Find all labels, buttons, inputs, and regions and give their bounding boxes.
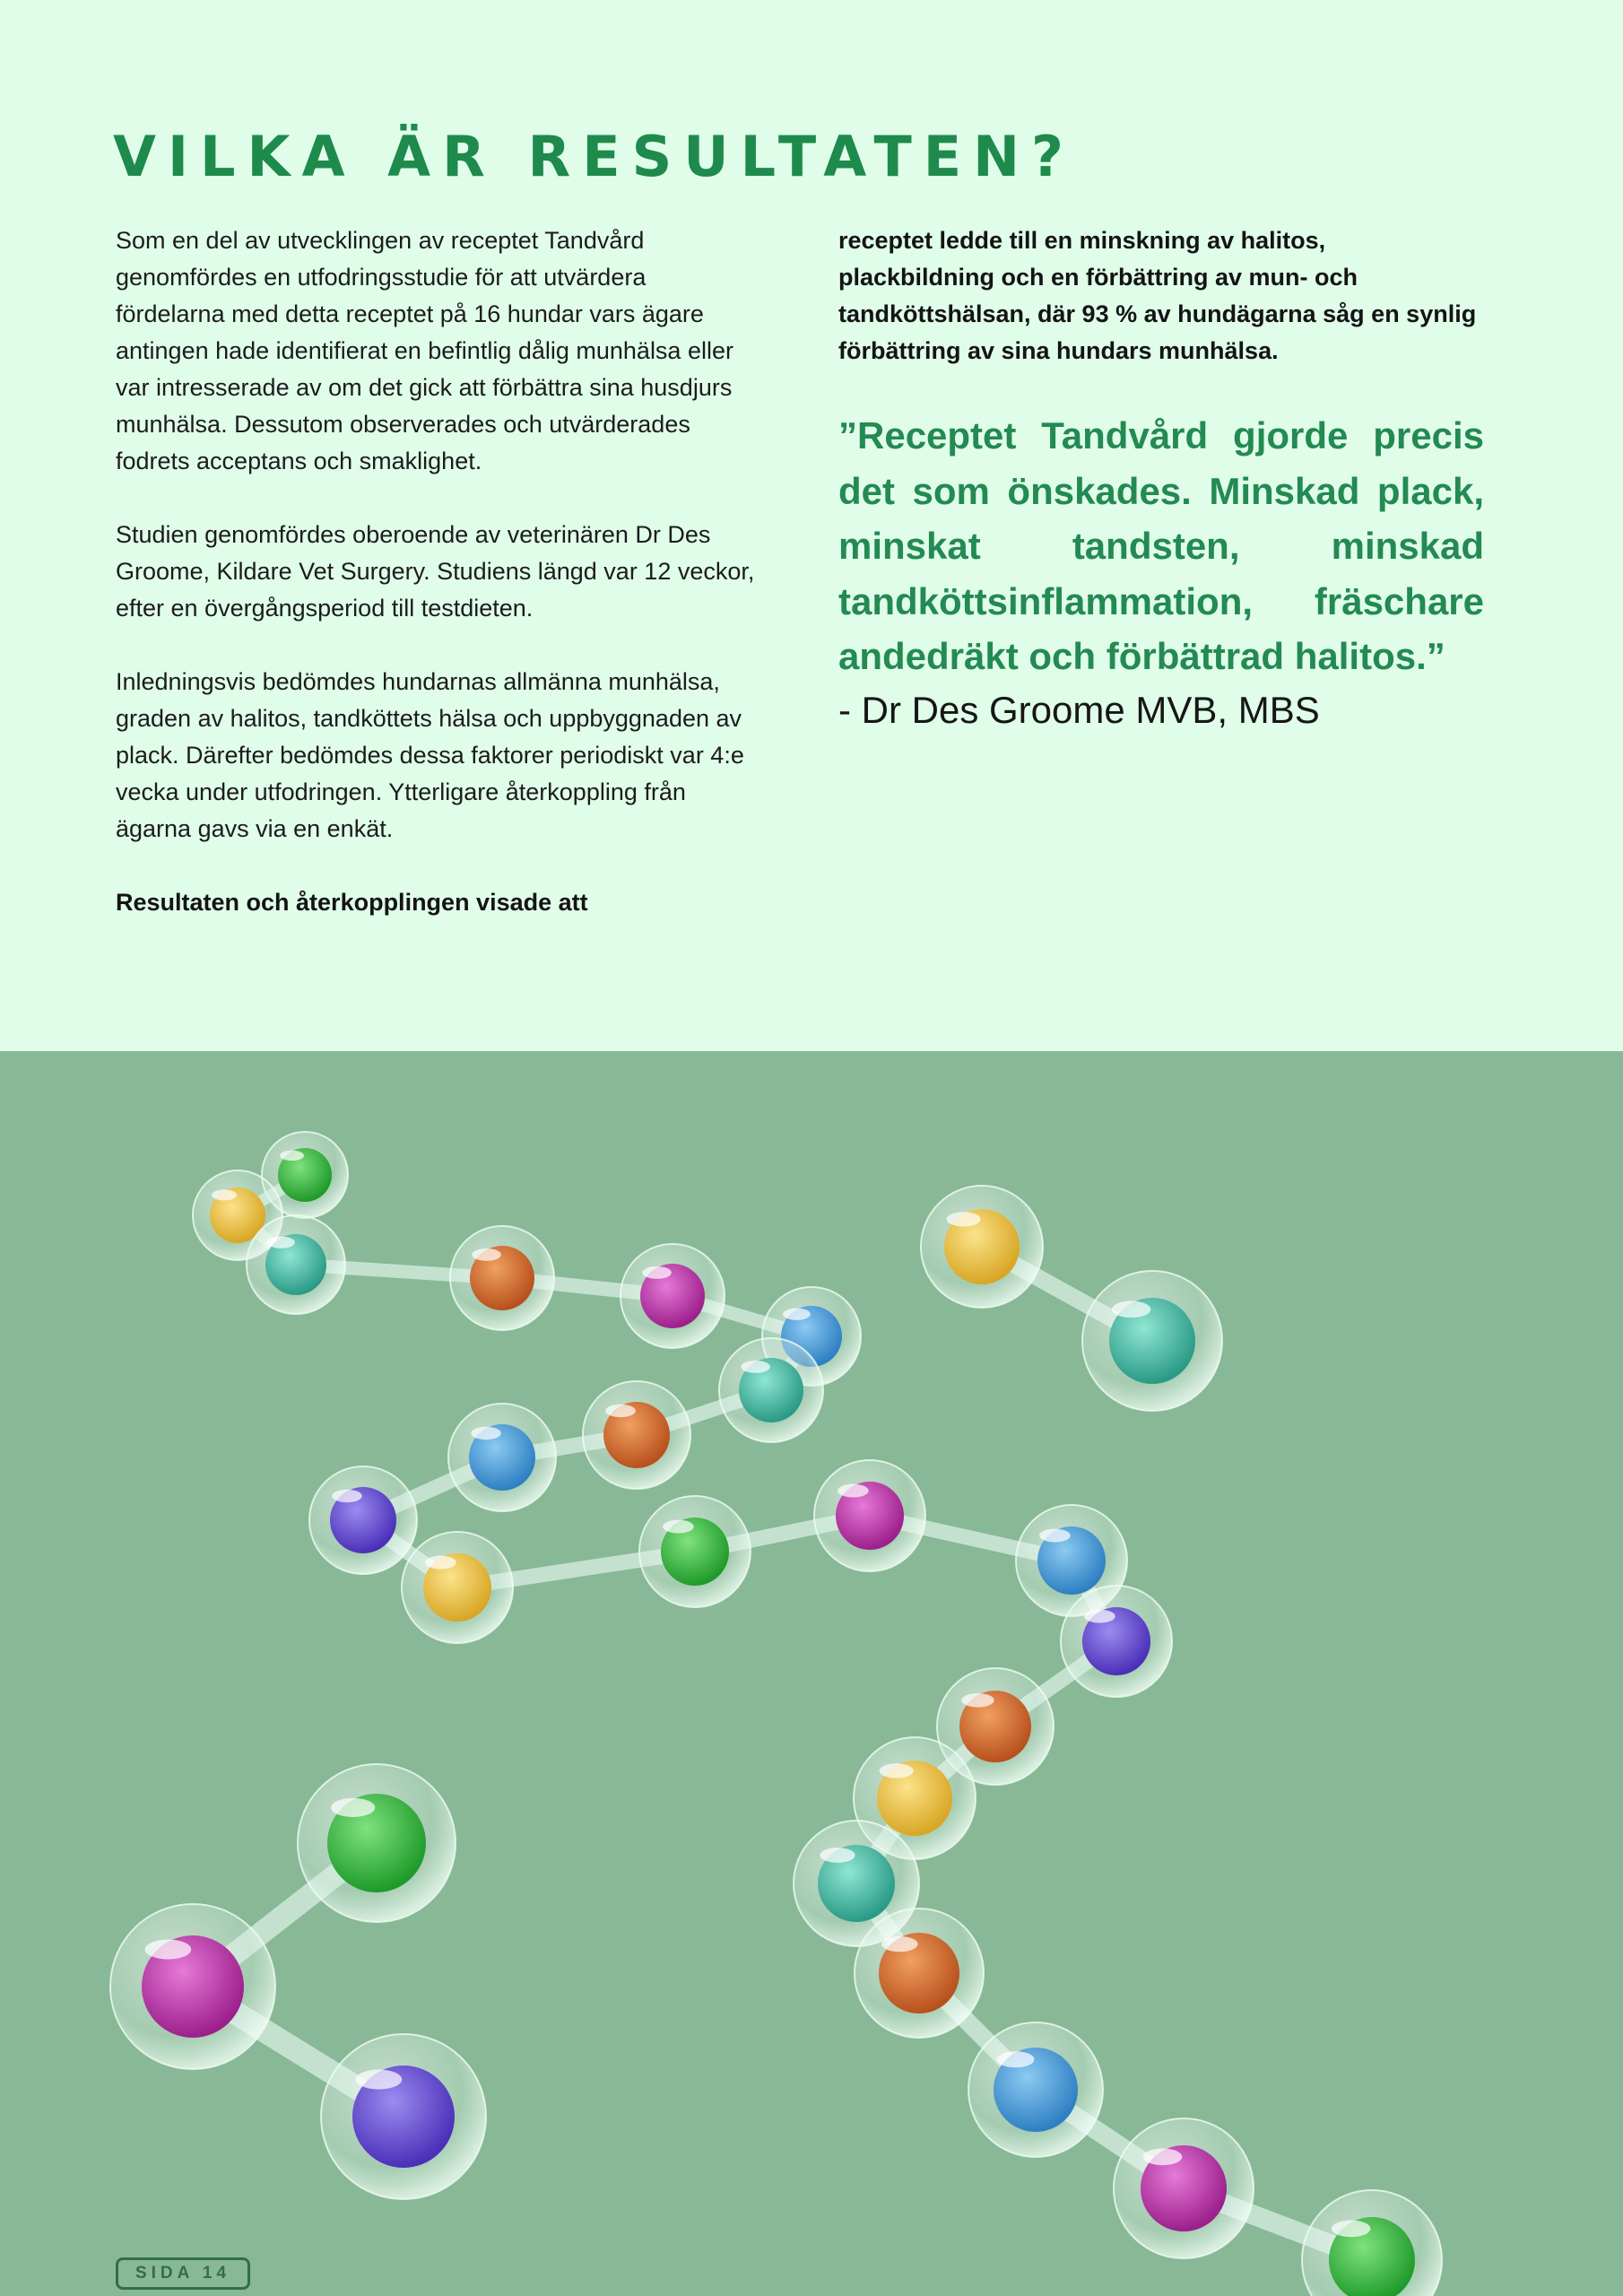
bead (1061, 1586, 1172, 1697)
bead (855, 1909, 984, 2038)
bead (1082, 1271, 1222, 1411)
bead (639, 1496, 751, 1607)
bead (583, 1381, 690, 1489)
bead-chain-illustration (0, 1051, 1623, 2296)
bead (402, 1532, 513, 1643)
bead (247, 1215, 345, 1314)
right-column (838, 222, 1484, 406)
bead (1114, 2118, 1254, 2258)
bead (110, 1904, 275, 2069)
bead (450, 1226, 554, 1330)
bead (448, 1404, 556, 1511)
results-paragraph: receptet ledde till en minskning av halitos, plackbildning och en förbättring av mun- och tandköttshälsan, där 93 % av hundägarna såg en synlig förbättring av sina hundars munhälsa. (838, 227, 1477, 364)
page-number-badge: SIDA 14 (116, 2257, 250, 2290)
left-column (116, 222, 761, 958)
body-paragraph-4: Resultaten och återkopplingen visade att (116, 889, 588, 916)
bead (321, 2034, 486, 2199)
body-paragraph-3: Inledningsvis bedömdes hundarnas allmänna munhälsa, graden av halitos, tandköttets hälsa och uppbyggnaden av plack. Därefter bedömdes dessa faktorer periodiskt var 4:e vecka under utfodringen. Ytterligare återkoppling från ägarna gavs via en enkät. (116, 668, 744, 842)
testimonial-quote: ”Receptet Tandvård gjorde precis det som önskades. Minskad plack, minskat tandsten, minskad tandköttsinflammation, fräschare andedräkt och förbättrad halitos.” (838, 414, 1484, 677)
bead (298, 1764, 456, 1922)
bead (968, 2022, 1103, 2157)
page-heading: VILKA ÄR RESULTATEN? (113, 124, 1075, 189)
text-section (0, 0, 1623, 1051)
body-paragraph-1: Som en del av utvecklingen av receptet Tandvård genomfördes en utfodringsstudie för att utvärdera fördelarna med detta receptet på 16 hundar vars ägare antingen hade identifierat en befintlig dålig munhälsa eller var intresserade av om det gick att förbättra sina husdjurs munhälsa. Dessutom observerades och utvärderades fodrets acceptans och smaklighet. (116, 227, 733, 474)
bead (921, 1186, 1043, 1308)
body-paragraph-2: Studien genomfördes oberoende av veterinären Dr Des Groome, Kildare Vet Surgery. Studiens längd var 12 veckor, efter en övergångsperiod till testdieten. (116, 521, 755, 622)
bead (309, 1466, 417, 1574)
molecule-illustration (0, 1051, 1623, 2296)
quote-attribution: - Dr Des Groome MVB, MBS (838, 689, 1320, 731)
bead (814, 1460, 925, 1571)
bead (719, 1338, 823, 1442)
bead (621, 1244, 725, 1348)
bead (1302, 2190, 1442, 2296)
